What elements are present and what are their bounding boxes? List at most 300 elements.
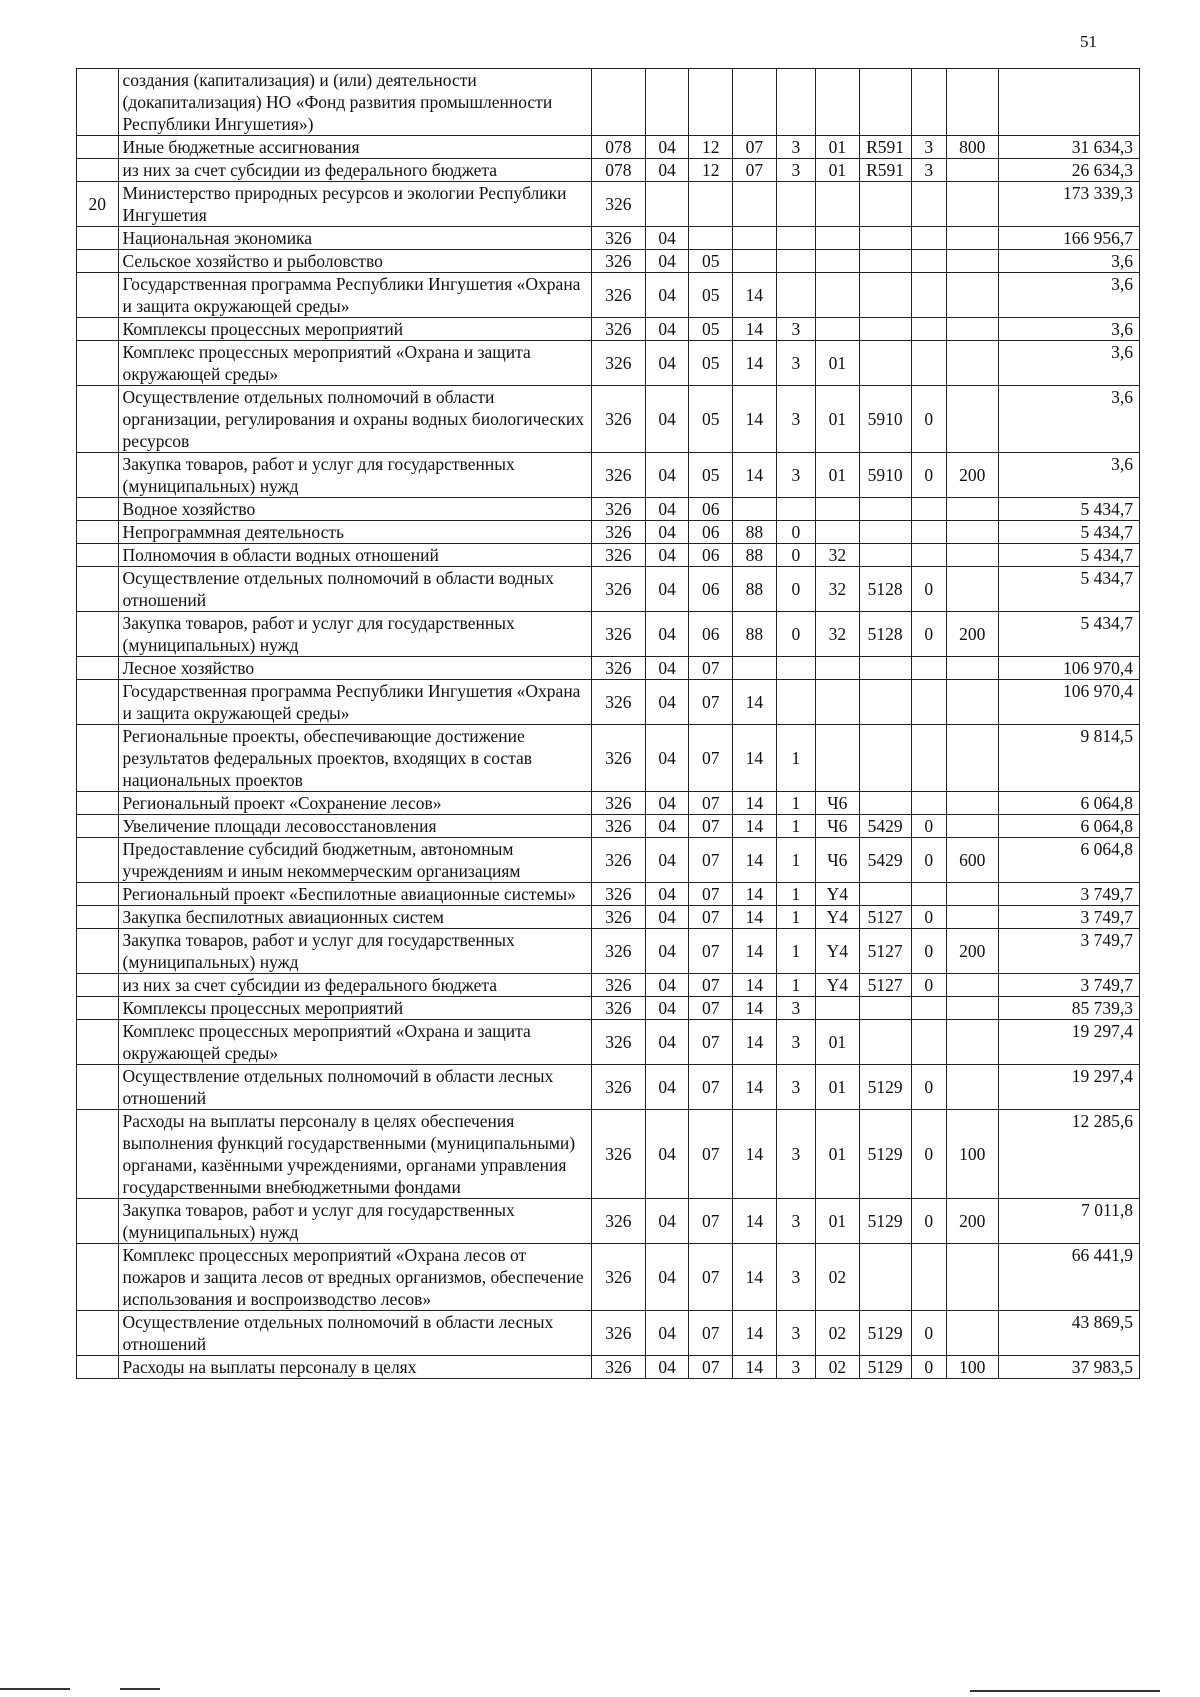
table-row (77, 906, 1140, 929)
section-code-cell: 04 (645, 1065, 689, 1110)
expense-type-cell: 100 (946, 1110, 998, 1199)
section-code-cell: 04 (645, 273, 689, 318)
subprogram-type-cell: 3 (776, 453, 815, 498)
subsection-code-cell: 06 (689, 612, 733, 657)
item-name-cell: Увеличение площади лесовосстановления (118, 815, 591, 838)
amount-cell: 3 749,7 (998, 974, 1139, 997)
program-code-cell: 14 (733, 1244, 777, 1311)
direction-code-cell (859, 883, 911, 906)
expense-type-cell (946, 974, 998, 997)
expense-type-cell: 200 (946, 1199, 998, 1244)
admin-code-cell: 326 (591, 318, 645, 341)
direction-code-cell: 5129 (859, 1065, 911, 1110)
event-code-cell: 01 (816, 341, 860, 386)
amount-cell: 166 956,7 (998, 227, 1139, 250)
amount-cell: 3,6 (998, 250, 1139, 273)
admin-code-cell: 326 (591, 453, 645, 498)
direction-code-cell: 5127 (859, 929, 911, 974)
subsection-code-cell: 07 (689, 1110, 733, 1199)
subprogram-type-cell: 3 (776, 1356, 815, 1379)
direction-code-cell (859, 227, 911, 250)
table-row (77, 815, 1140, 838)
direction-code-cell (859, 725, 911, 792)
expense-type-cell (946, 1311, 998, 1356)
program-code-cell: 14 (733, 725, 777, 792)
event-code-cell: 02 (816, 1244, 860, 1311)
section-code-cell: 04 (645, 815, 689, 838)
program-code-cell: 14 (733, 318, 777, 341)
row-number-cell (77, 906, 119, 929)
item-name-cell: Закупка товаров, работ и услуг для государственных (муниципальных) нужд (118, 929, 591, 974)
table-row (77, 883, 1140, 906)
event-code-cell: Y4 (816, 883, 860, 906)
subsection-code-cell: 06 (689, 567, 733, 612)
row-number-cell (77, 883, 119, 906)
event-code-cell: Y4 (816, 906, 860, 929)
event-code-cell (816, 182, 860, 227)
expense-type-cell (946, 906, 998, 929)
event-code-cell (816, 250, 860, 273)
section-code-cell: 04 (645, 657, 689, 680)
program-code-cell: 88 (733, 521, 777, 544)
expense-type-cell (946, 250, 998, 273)
direction-suffix-cell: 0 (911, 1311, 946, 1356)
expense-type-cell (946, 657, 998, 680)
item-name-cell: Закупка товаров, работ и услуг для государственных (муниципальных) нужд (118, 1199, 591, 1244)
subprogram-type-cell: 3 (776, 997, 815, 1020)
program-code-cell: 88 (733, 612, 777, 657)
expense-type-cell (946, 725, 998, 792)
subsection-code-cell: 06 (689, 498, 733, 521)
table-row (77, 612, 1140, 657)
section-code-cell: 04 (645, 227, 689, 250)
admin-code-cell: 326 (591, 657, 645, 680)
direction-code-cell: 5127 (859, 974, 911, 997)
section-code-cell: 04 (645, 838, 689, 883)
program-code-cell (733, 498, 777, 521)
expense-type-cell (946, 521, 998, 544)
section-code-cell: 04 (645, 159, 689, 182)
event-code-cell (816, 227, 860, 250)
event-code-cell (816, 273, 860, 318)
direction-suffix-cell: 0 (911, 612, 946, 657)
subprogram-type-cell: 1 (776, 815, 815, 838)
admin-code-cell: 078 (591, 159, 645, 182)
expense-type-cell (946, 815, 998, 838)
direction-suffix-cell: 0 (911, 386, 946, 453)
admin-code-cell: 326 (591, 273, 645, 318)
subsection-code-cell: 07 (689, 725, 733, 792)
direction-suffix-cell: 0 (911, 906, 946, 929)
row-number-cell (77, 838, 119, 883)
section-code-cell: 04 (645, 1199, 689, 1244)
subprogram-type-cell: 0 (776, 567, 815, 612)
section-code-cell: 04 (645, 883, 689, 906)
subprogram-type-cell (776, 273, 815, 318)
program-code-cell: 88 (733, 544, 777, 567)
table-row (77, 1244, 1140, 1311)
direction-code-cell: 5127 (859, 906, 911, 929)
program-code-cell: 14 (733, 838, 777, 883)
direction-suffix-cell (911, 341, 946, 386)
amount-cell: 43 869,5 (998, 1311, 1139, 1356)
direction-code-cell (859, 250, 911, 273)
row-number-cell (77, 318, 119, 341)
direction-code-cell: 5129 (859, 1199, 911, 1244)
admin-code-cell: 326 (591, 974, 645, 997)
section-code-cell: 04 (645, 521, 689, 544)
admin-code-cell: 078 (591, 136, 645, 159)
amount-cell: 3,6 (998, 386, 1139, 453)
row-number-cell (77, 136, 119, 159)
amount-cell: 31 634,3 (998, 136, 1139, 159)
subsection-code-cell (689, 69, 733, 136)
event-code-cell (816, 69, 860, 136)
direction-suffix-cell (911, 250, 946, 273)
scan-artifact-line (0, 1688, 70, 1690)
table-row (77, 498, 1140, 521)
direction-suffix-cell: 0 (911, 1065, 946, 1110)
admin-code-cell: 326 (591, 498, 645, 521)
direction-code-cell (859, 182, 911, 227)
subsection-code-cell: 07 (689, 1311, 733, 1356)
event-code-cell (816, 997, 860, 1020)
admin-code-cell: 326 (591, 182, 645, 227)
direction-suffix-cell (911, 997, 946, 1020)
table-row (77, 318, 1140, 341)
table-row (77, 838, 1140, 883)
table-row (77, 341, 1140, 386)
item-name-cell: Иные бюджетные ассигнования (118, 136, 591, 159)
subprogram-type-cell: 3 (776, 1199, 815, 1244)
row-number-cell (77, 612, 119, 657)
item-name-cell: Комплекс процессных мероприятий «Охрана и защита окружающей среды» (118, 1020, 591, 1065)
event-code-cell (816, 318, 860, 341)
item-name-cell: Комплексы процессных мероприятий (118, 318, 591, 341)
table-row (77, 1356, 1140, 1379)
admin-code-cell: 326 (591, 386, 645, 453)
subprogram-type-cell: 3 (776, 1110, 815, 1199)
section-code-cell (645, 182, 689, 227)
section-code-cell: 04 (645, 386, 689, 453)
subsection-code-cell (689, 182, 733, 227)
row-number-cell (77, 498, 119, 521)
program-code-cell: 14 (733, 792, 777, 815)
direction-suffix-cell: 0 (911, 1110, 946, 1199)
expense-type-cell (946, 498, 998, 521)
direction-suffix-cell: 3 (911, 136, 946, 159)
amount-cell: 3,6 (998, 453, 1139, 498)
program-code-cell: 14 (733, 815, 777, 838)
admin-code-cell: 326 (591, 341, 645, 386)
subsection-code-cell: 12 (689, 136, 733, 159)
row-number-cell (77, 1311, 119, 1356)
row-number-cell (77, 250, 119, 273)
row-number-cell (77, 386, 119, 453)
admin-code-cell: 326 (591, 792, 645, 815)
item-name-cell: Лесное хозяйство (118, 657, 591, 680)
direction-suffix-cell (911, 69, 946, 136)
subprogram-type-cell: 3 (776, 1311, 815, 1356)
expense-type-cell (946, 1020, 998, 1065)
program-code-cell: 14 (733, 273, 777, 318)
item-name-cell: Закупка беспилотных авиационных систем (118, 906, 591, 929)
item-name-cell: Сельское хозяйство и рыболовство (118, 250, 591, 273)
admin-code-cell: 326 (591, 567, 645, 612)
subsection-code-cell: 05 (689, 386, 733, 453)
item-name-cell: Региональный проект «Сохранение лесов» (118, 792, 591, 815)
table-row (77, 182, 1140, 227)
expense-type-cell (946, 386, 998, 453)
section-code-cell: 04 (645, 453, 689, 498)
program-code-cell: 14 (733, 680, 777, 725)
row-number-cell (77, 159, 119, 182)
direction-suffix-cell (911, 498, 946, 521)
program-code-cell (733, 182, 777, 227)
direction-suffix-cell: 0 (911, 453, 946, 498)
table-row (77, 1020, 1140, 1065)
row-number-cell (77, 792, 119, 815)
subsection-code-cell: 07 (689, 838, 733, 883)
admin-code-cell: 326 (591, 883, 645, 906)
section-code-cell (645, 69, 689, 136)
amount-cell: 3 749,7 (998, 929, 1139, 974)
expense-type-cell (946, 1244, 998, 1311)
item-name-cell: Закупка товаров, работ и услуг для государственных (муниципальных) нужд (118, 612, 591, 657)
program-code-cell (733, 69, 777, 136)
amount-cell: 3 749,7 (998, 883, 1139, 906)
subsection-code-cell: 05 (689, 341, 733, 386)
direction-code-cell: 5129 (859, 1311, 911, 1356)
amount-cell: 19 297,4 (998, 1020, 1139, 1065)
section-code-cell: 04 (645, 974, 689, 997)
subprogram-type-cell (776, 182, 815, 227)
row-number-cell (77, 680, 119, 725)
subsection-code-cell: 07 (689, 883, 733, 906)
direction-code-cell: 5128 (859, 612, 911, 657)
program-code-cell: 07 (733, 159, 777, 182)
direction-code-cell (859, 997, 911, 1020)
row-number-cell (77, 227, 119, 250)
subprogram-type-cell: 3 (776, 386, 815, 453)
direction-suffix-cell: 0 (911, 567, 946, 612)
program-code-cell: 14 (733, 906, 777, 929)
subsection-code-cell: 07 (689, 792, 733, 815)
amount-cell: 6 064,8 (998, 792, 1139, 815)
direction-code-cell (859, 69, 911, 136)
table-row (77, 159, 1140, 182)
item-name-cell: Региональные проекты, обеспечивающие достижение результатов федеральных проектов, входящих в состав национальных проектов (118, 725, 591, 792)
event-code-cell: Ч6 (816, 792, 860, 815)
direction-suffix-cell (911, 1244, 946, 1311)
section-code-cell: 04 (645, 250, 689, 273)
event-code-cell: Y4 (816, 974, 860, 997)
subprogram-type-cell: 1 (776, 974, 815, 997)
expense-type-cell: 200 (946, 612, 998, 657)
admin-code-cell: 326 (591, 1020, 645, 1065)
amount-cell: 37 983,5 (998, 1356, 1139, 1379)
admin-code-cell: 326 (591, 906, 645, 929)
item-name-cell: Закупка товаров, работ и услуг для государственных (муниципальных) нужд (118, 453, 591, 498)
subsection-code-cell: 07 (689, 1020, 733, 1065)
event-code-cell (816, 725, 860, 792)
subsection-code-cell: 05 (689, 318, 733, 341)
subprogram-type-cell: 1 (776, 906, 815, 929)
program-code-cell: 14 (733, 453, 777, 498)
admin-code-cell: 326 (591, 815, 645, 838)
table-row (77, 997, 1140, 1020)
direction-suffix-cell (911, 227, 946, 250)
program-code-cell (733, 227, 777, 250)
direction-suffix-cell: 0 (911, 1199, 946, 1244)
admin-code-cell: 326 (591, 929, 645, 974)
program-code-cell: 14 (733, 341, 777, 386)
direction-suffix-cell (911, 792, 946, 815)
subsection-code-cell: 05 (689, 273, 733, 318)
table-row (77, 974, 1140, 997)
item-name-cell: Национальная экономика (118, 227, 591, 250)
item-name-cell: Комплекс процессных мероприятий «Охрана лесов от пожаров и защита лесов от вредных организмов, обеспечение использования и воспроизводство лесов» (118, 1244, 591, 1311)
direction-suffix-cell (911, 182, 946, 227)
amount-cell: 5 434,7 (998, 612, 1139, 657)
amount-cell: 3,6 (998, 273, 1139, 318)
row-number-cell: 20 (77, 182, 119, 227)
amount-cell: 6 064,8 (998, 838, 1139, 883)
direction-suffix-cell (911, 544, 946, 567)
admin-code-cell (591, 69, 645, 136)
event-code-cell: 02 (816, 1356, 860, 1379)
direction-code-cell (859, 318, 911, 341)
subprogram-type-cell: 3 (776, 1020, 815, 1065)
program-code-cell: 14 (733, 1311, 777, 1356)
direction-code-cell (859, 792, 911, 815)
subsection-code-cell: 07 (689, 1199, 733, 1244)
admin-code-cell: 326 (591, 997, 645, 1020)
table-row (77, 273, 1140, 318)
expense-type-cell (946, 680, 998, 725)
subprogram-type-cell (776, 498, 815, 521)
amount-cell: 3,6 (998, 318, 1139, 341)
admin-code-cell: 326 (591, 521, 645, 544)
program-code-cell: 14 (733, 1020, 777, 1065)
subsection-code-cell: 07 (689, 906, 733, 929)
direction-code-cell (859, 273, 911, 318)
item-name-cell: Региональный проект «Беспилотные авиационные системы» (118, 883, 591, 906)
subprogram-type-cell: 1 (776, 838, 815, 883)
expense-type-cell (946, 69, 998, 136)
program-code-cell: 14 (733, 1356, 777, 1379)
section-code-cell: 04 (645, 136, 689, 159)
row-number-cell (77, 1199, 119, 1244)
row-number-cell (77, 997, 119, 1020)
table-row (77, 227, 1140, 250)
program-code-cell: 14 (733, 883, 777, 906)
subprogram-type-cell: 0 (776, 521, 815, 544)
program-code-cell: 14 (733, 974, 777, 997)
table-row (77, 1110, 1140, 1199)
table-row (77, 1065, 1140, 1110)
admin-code-cell: 326 (591, 680, 645, 725)
direction-suffix-cell (911, 657, 946, 680)
expense-type-cell (946, 883, 998, 906)
amount-cell: 7 011,8 (998, 1199, 1139, 1244)
expense-type-cell (946, 227, 998, 250)
table-row (77, 386, 1140, 453)
program-code-cell: 14 (733, 1110, 777, 1199)
admin-code-cell: 326 (591, 1356, 645, 1379)
subprogram-type-cell: 1 (776, 883, 815, 906)
item-name-cell: Комплексы процессных мероприятий (118, 997, 591, 1020)
section-code-cell: 04 (645, 929, 689, 974)
section-code-cell: 04 (645, 1110, 689, 1199)
item-name-cell: Осуществление отдельных полномочий в области лесных отношений (118, 1065, 591, 1110)
expense-type-cell: 600 (946, 838, 998, 883)
direction-suffix-cell: 0 (911, 838, 946, 883)
subprogram-type-cell: 1 (776, 725, 815, 792)
amount-cell: 19 297,4 (998, 1065, 1139, 1110)
direction-code-cell: 5129 (859, 1356, 911, 1379)
subsection-code-cell (689, 227, 733, 250)
direction-suffix-cell (911, 273, 946, 318)
direction-suffix-cell: 0 (911, 1356, 946, 1379)
direction-suffix-cell (911, 521, 946, 544)
table-row (77, 792, 1140, 815)
subsection-code-cell: 07 (689, 974, 733, 997)
section-code-cell: 04 (645, 1020, 689, 1065)
subsection-code-cell: 12 (689, 159, 733, 182)
subprogram-type-cell: 3 (776, 318, 815, 341)
direction-code-cell (859, 680, 911, 725)
amount-cell: 5 434,7 (998, 544, 1139, 567)
subsection-code-cell: 07 (689, 1356, 733, 1379)
expense-type-cell (946, 273, 998, 318)
direction-code-cell: 5128 (859, 567, 911, 612)
direction-suffix-cell: 0 (911, 815, 946, 838)
table-body (77, 69, 1140, 1379)
subsection-code-cell: 07 (689, 680, 733, 725)
table-row (77, 567, 1140, 612)
subsection-code-cell: 05 (689, 250, 733, 273)
event-code-cell: 01 (816, 159, 860, 182)
row-number-cell (77, 1244, 119, 1311)
program-code-cell: 14 (733, 1065, 777, 1110)
amount-cell: 6 064,8 (998, 815, 1139, 838)
row-number-cell (77, 544, 119, 567)
admin-code-cell: 326 (591, 1199, 645, 1244)
program-code-cell: 07 (733, 136, 777, 159)
amount-cell: 3,6 (998, 341, 1139, 386)
event-code-cell: Ч6 (816, 815, 860, 838)
direction-code-cell (859, 1020, 911, 1065)
event-code-cell: 01 (816, 1199, 860, 1244)
section-code-cell: 04 (645, 544, 689, 567)
admin-code-cell: 326 (591, 250, 645, 273)
table-row (77, 453, 1140, 498)
event-code-cell: 01 (816, 1065, 860, 1110)
row-number-cell (77, 1065, 119, 1110)
direction-code-cell: 5129 (859, 1110, 911, 1199)
direction-code-cell: R591 (859, 159, 911, 182)
event-code-cell: 01 (816, 136, 860, 159)
row-number-cell (77, 815, 119, 838)
section-code-cell: 04 (645, 612, 689, 657)
admin-code-cell: 326 (591, 838, 645, 883)
event-code-cell: 01 (816, 453, 860, 498)
item-name-cell: Осуществление отдельных полномочий в области лесных отношений (118, 1311, 591, 1356)
subprogram-type-cell: 1 (776, 929, 815, 974)
section-code-cell: 04 (645, 1311, 689, 1356)
table-row (77, 544, 1140, 567)
